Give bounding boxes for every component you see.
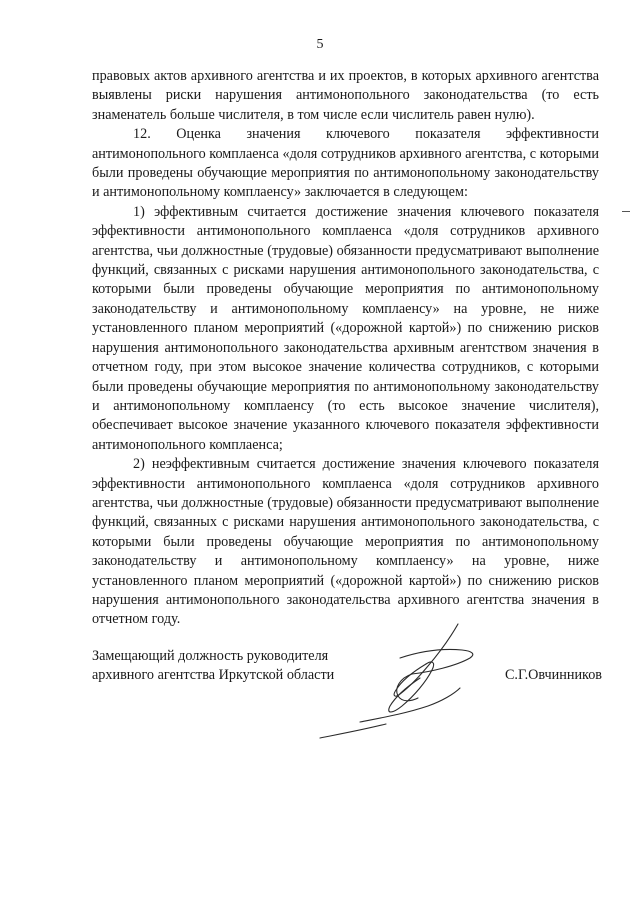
document-body: [92, 67, 599, 630]
paragraph-subitem-1: 1) эффективным считается достижение значения ключевого показателя эффективности антимонопольного комплаенса «доля сотрудников архивного агентства, чьи должностные (трудовые) обязанности предусматривают выполнение функций, связанных с рисками нарушения антимонопольного законодательства, с которыми были проведены обучающие мероприятия по антимонопольному законодательству и антимонопольному комплаенсу» на уровне, не ниже установленного планом мероприятий («дорожной картой») по снижению рисков нарушения антимонопольного законодательства архивным агентством значения в отчетном году, при этом высокое значение количества сотрудников, с которыми были проведены обучающие мероприятия по антимонопольному законодательству и антимонопольному комплаенсу (то есть высокое значение числителя), обеспечивает высокое значение указанного ключевого показателя эффективности антимонопольного комплаенса;: [92, 203, 599, 453]
page-number: 5: [316, 37, 324, 52]
edge-mark: [622, 210, 630, 213]
signer-name: С.Г.Овчинников: [504, 667, 602, 683]
handwritten-signature: [300, 618, 500, 743]
paragraph-continuation: правовых актов архивного агентства и их проектов, в которых архивного агентства выявлены риски нарушения антимонопольного законодательства (то есть знаменатель больше числителя, в том числе если числитель равен нулю).: [92, 68, 599, 123]
paragraph-subitem-2: 2) неэффективным считается достижение значения ключевого показателя эффективности антимонопольного комплаенса «доля сотрудников архивного агентства, чьи должностные (трудовые) обязанности предусматривают выполнение функций, связанных с рисками нарушения антимонопольного законодательства, с которыми были проведены обучающие мероприятия по антимонопольному законодательству и антимонопольному комплаенсу» на уровне, ниже установленного планом мероприятий («дорожной картой») по снижению рисков нарушения антимонопольного законодательства архивного агентства значения в отчетном году.: [92, 456, 599, 628]
signer-title-line-2: архивного агентства Иркутской области: [92, 667, 335, 684]
signer-title-line-1: Замещающий должность руководителя: [92, 648, 329, 664]
paragraph-item-12: 12. Оценка значения ключевого показателя эффективности антимонопольного комплаенса «доля сотрудников архивного агентства, с которыми были проведены обучающие мероприятия по антимонопольному законодательству и антимонопольному комплаенсу» заключается в следующем:: [92, 126, 599, 201]
